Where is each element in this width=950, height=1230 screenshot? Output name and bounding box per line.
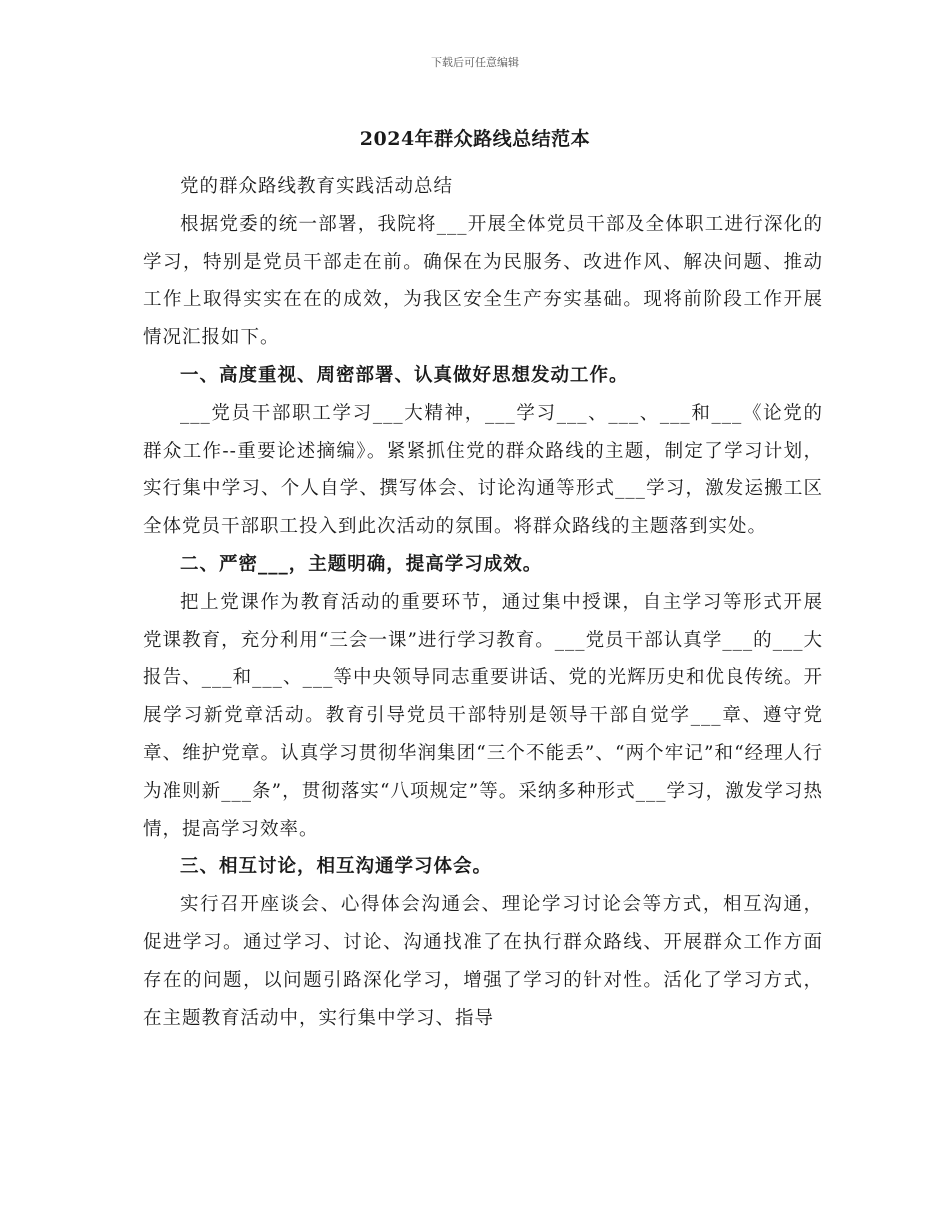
document-body: [143, 168, 823, 1037]
subtitle: 党的群众路线教育实践活动总结: [180, 176, 454, 197]
document-title: 2024年群众路线总结范本: [359, 128, 591, 150]
paragraph-section-2: 把上党课作为教育活动的重要环节，通过集中授课，自主学习等形式开展党课教育，充分利用“三会一课”进行学习教育。___党员干部认真学___的___大报告、___和___、___等中央领导同志重要讲话、党的光辉历史和优良传统。开展学习新党章活动。教育引导党员干部特别是领导干部自觉学___章、遵守党章、维护党章。认真学习贯彻华润集团“三个不能丢”、“两个牢记”和“经理人行为准则新___条”，贯彻落实“八项规定”等。采纳多种形式___学习，激发学习热情，提高学习效率。: [143, 591, 823, 840]
section-heading-1: 一、高度重视、周密部署、认真做好思想发动工作。: [180, 364, 629, 386]
header-note: 下载后可任意编辑: [431, 56, 519, 69]
section-heading-3: 三、相互讨论，相互沟通学习体会。: [180, 856, 493, 878]
section-heading-2: 二、严密___，主题明确，提高学习成效。: [180, 553, 543, 575]
paragraph-section-1: ___党员干部职工学习___大精神，___学习___、___、___和___《论党的群众工作--重要论述摘编》。紧紧抓住党的群众路线的主题，制定了学习计划，实行集中学习、个人自学、撰写体会、讨论沟通等形式___学习，激发运搬工区全体党员干部职工投入到此次活动的氛围。将群众路线的主题落到实处。: [143, 402, 823, 538]
paragraph-section-3: 实行召开座谈会、心得体会沟通会、理论学习讨论会等方式，相互沟通，促进学习。通过学习、讨论、沟通找准了在执行群众路线、开展群众工作方面存在的问题，以问题引路深化学习，增强了学习的针对性。活化了学习方式，在主题教育活动中，实行集中学习、指导: [143, 894, 823, 1029]
paragraph-intro: 根据党委的统一部署，我院将___开展全体党员干部及全体职工进行深化的学习，特别是党员干部走在前。确保在为民服务、改进作风、解决问题、推动工作上取得实实在在的成效，为我区安全生产夯实基础。现将前阶段工作开展情况汇报如下。: [143, 213, 823, 349]
